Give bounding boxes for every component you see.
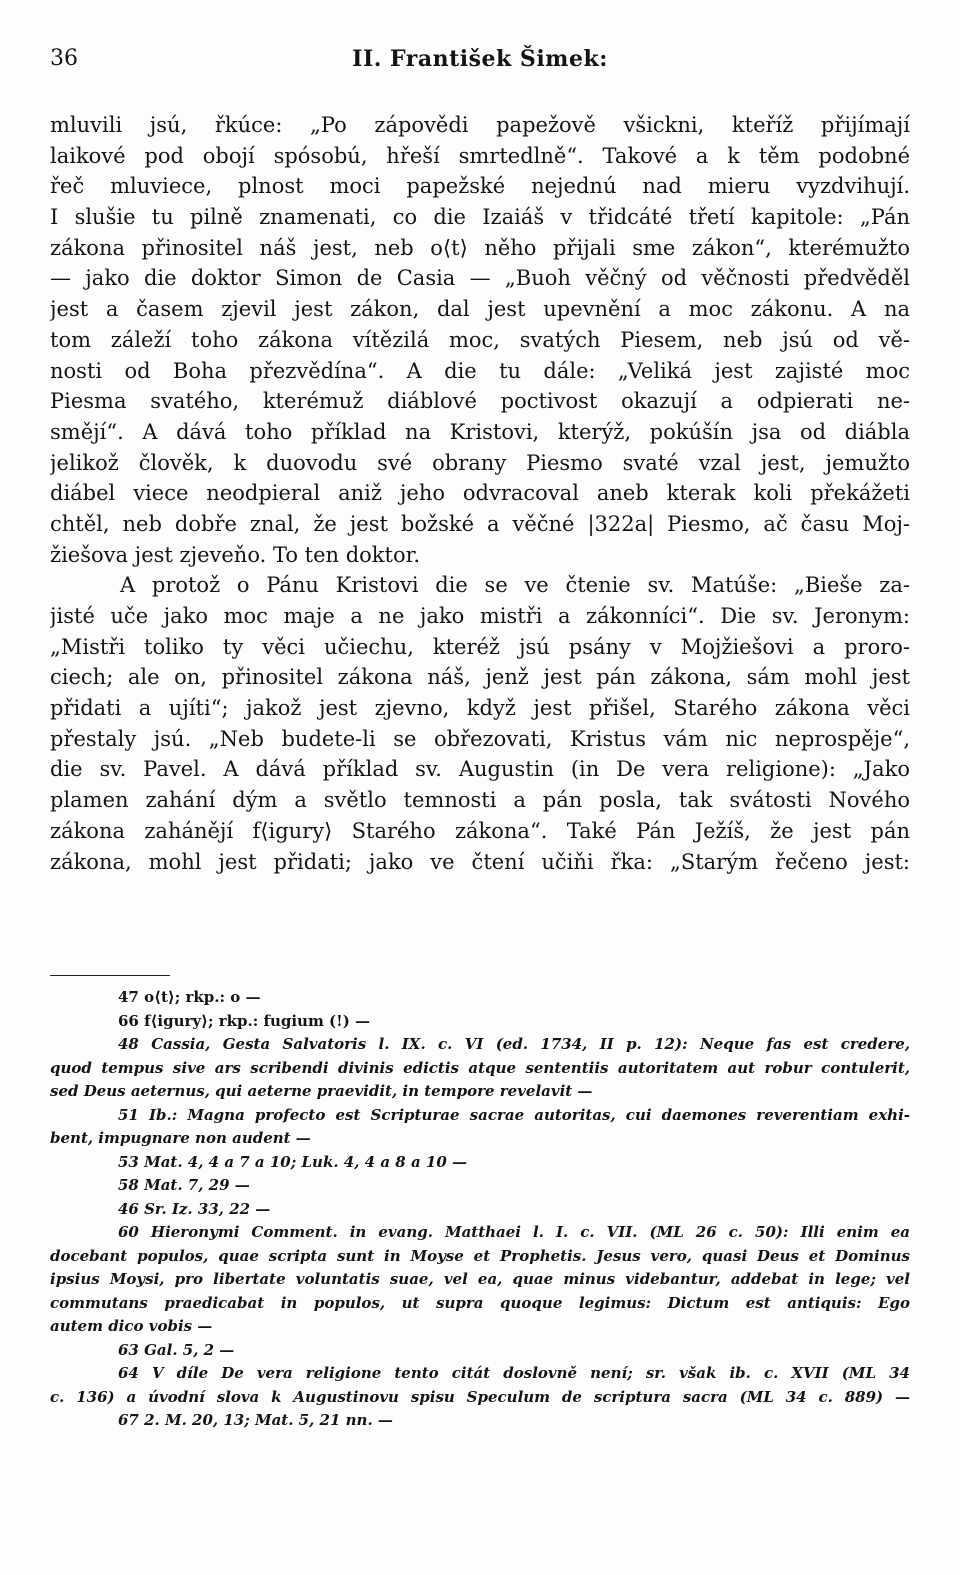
text-line: Piesma svatého, kterémuž diáblové poctivost okazují a odpierati ne- xyxy=(50,389,910,414)
text-line: zákona přinositel náš jest, neb o⟨t⟩ něho přijali sme zákon“, kterémužto xyxy=(50,235,910,260)
text-line: I slušie tu pilně znamenati, co die Izaiáš v třidcáté třetí kapitole: „Pán xyxy=(50,205,910,230)
footnote-line: 48 Cassia, Gesta Salvatoris l. IX. c. VI (ed. 1734, II p. 12): Neque fas est credere, xyxy=(118,1035,910,1053)
text-line: jisté uče jako moc maje a ne jako mistři a zákonníci“. Die sv. Jeronym: xyxy=(50,604,910,628)
footnote-rule xyxy=(50,975,170,976)
text-line: — jako die doktor Simon de Casia — „Buoh věčný od věčnosti předvěděl xyxy=(50,266,910,291)
footnote-line: 58 Mat. 7, 29 — xyxy=(118,1176,250,1194)
footnote-line: c. 136) a úvodní slova k Augustinovu spisu Speculum de scriptura sacra (ML 34 c. 889) — xyxy=(50,1387,910,1406)
footnote-line: 66 f⟨igury⟩; rkp.: fugium (!) — xyxy=(118,1011,371,1030)
text-line: chtěl, neb dobře znal, že jest božské a věčné |322a| Piesmo, ač času Moj- xyxy=(50,511,910,536)
text-line: smějí“. A dává toho příklad na Kristovi, kterýž, pokúšín jsa od diábla xyxy=(50,419,910,444)
text-line: přidati a ujíti“; jakož jest zjevno, když jest přišel, Starého zákona věci xyxy=(50,696,910,721)
text-line: plamen zahání dým a světlo temnosti a pán posla, tak svátosti Nového xyxy=(50,788,910,813)
footnote-line: 51 Ib.: Magna profecto est Scripturae sacrae autoritas, cui daemones reverentiam exhi- xyxy=(118,1105,910,1124)
footnote-line: 64 V díle De vera religione tento citát doslovně není; sr. však ib. c. XVII (ML 34 xyxy=(118,1364,910,1382)
text-line: ciech; ale on, přinositel zákona náš, jenž jest pán zákona, sám mohl jest xyxy=(50,665,910,690)
footnote-line: bent, impugnare non audent — xyxy=(50,1129,311,1147)
text-line: zákona zahánějí f⟨igury⟩ Starého zákona“. Také Pán Ježíš, že jest pán xyxy=(50,818,910,843)
text-line: nosti od Boha přezvědína“. A die tu dále: „Veliká jest zajisté moc xyxy=(50,358,910,383)
text-line: diábel viece neodpieral aniž jeho odvracoval aneb kterak koli překážeti xyxy=(50,481,910,506)
footnote-line: ipsius Moysi, pro libertate voluntatis suae, vel ea, quae minus videbantur, addebat in lege; vel xyxy=(50,1270,910,1288)
footnote-line: 47 o⟨t⟩; rkp.: o — xyxy=(118,988,261,1006)
footnote-line: docebant populos, quae scripta sunt in Moyse et Prophetis. Jesus vero, quasi Deus et Dominus xyxy=(50,1246,910,1265)
text-line: jest a časem zjevil jest zákon, dal jest upevnění a moc zákonu. A na xyxy=(50,297,910,322)
footnote-line: commutans praedicabat in populos, ut supra quoque legimus: Dictum est antiquis: Ego xyxy=(50,1293,910,1312)
text-line: laikové pod obojí spósobú, hřeší smrtedlně“. Takové a k těm podobné xyxy=(50,143,910,168)
footnote-line: 63 Gal. 5, 2 — xyxy=(118,1340,235,1359)
footnote-line: quod tempus sive ars scribendi divinis edictis atque sententiis autoritatem aut robur contulerit, xyxy=(50,1058,910,1077)
page-header xyxy=(50,46,910,80)
main-text xyxy=(50,110,910,877)
footnote-line: 60 Hieronymi Comment. in evang. Matthaei l. I. c. VII. (ML 26 c. 50): Illi enim ea xyxy=(118,1223,910,1241)
running-head: II. František Šimek: xyxy=(352,46,608,72)
text-line: jelikož člověk, k duovodu své obrany Piesmo svaté vzal jest, jemužto xyxy=(50,450,910,475)
footnote-line: 46 Sr. Iz. 33, 22 — xyxy=(118,1199,271,1218)
text-line: řeč mluviece, plnost moci papežské nejednú nad mieru vyzdvihují. xyxy=(50,174,910,199)
text-line: tom záleží toho zákona vítězilá moc, svatých Piesem, neb jsú od vě- xyxy=(50,327,910,352)
footnote-line: autem dico vobis — xyxy=(50,1317,213,1335)
text-line: A protož o Pánu Kristovi die se ve čtenie sv. Matúše: „Bieše za- xyxy=(120,573,910,598)
text-line: přestaly jsú. „Neb budete-li se obřezovati, Kristus vám nic neprospěje“, xyxy=(50,726,910,751)
footnote-line: sed Deus aeternus, qui aeterne praevidit, in tempore revelavit — xyxy=(50,1082,593,1100)
footnote-line: 67 2. M. 20, 13; Mat. 5, 21 nn. — xyxy=(118,1411,393,1429)
text-line: zákona, mohl jest přidati; jako ve čtení učiňi řka: „Starým řečeno jest: xyxy=(50,849,910,874)
text-line: mluvili jsú, řkúce: „Po zápovědi papežově všickni, kteříž přijímají xyxy=(50,113,910,137)
footnote-line: 53 Mat. 4, 4 a 7 a 10; Luk. 4, 4 a 8 a 10 — xyxy=(118,1152,467,1171)
footnotes xyxy=(50,986,910,1433)
text-line: „Mistři toliko ty věci učiechu, kteréž jsú psány v Mojžiešovi a proro- xyxy=(50,634,910,659)
page-number: 36 xyxy=(50,46,78,71)
text-line: die sv. Pavel. A dává příklad sv. Augustin (in De vera religione): „Jako xyxy=(50,757,910,782)
text-line: žiešova jest zjeveňo. To ten doktor. xyxy=(50,542,421,567)
